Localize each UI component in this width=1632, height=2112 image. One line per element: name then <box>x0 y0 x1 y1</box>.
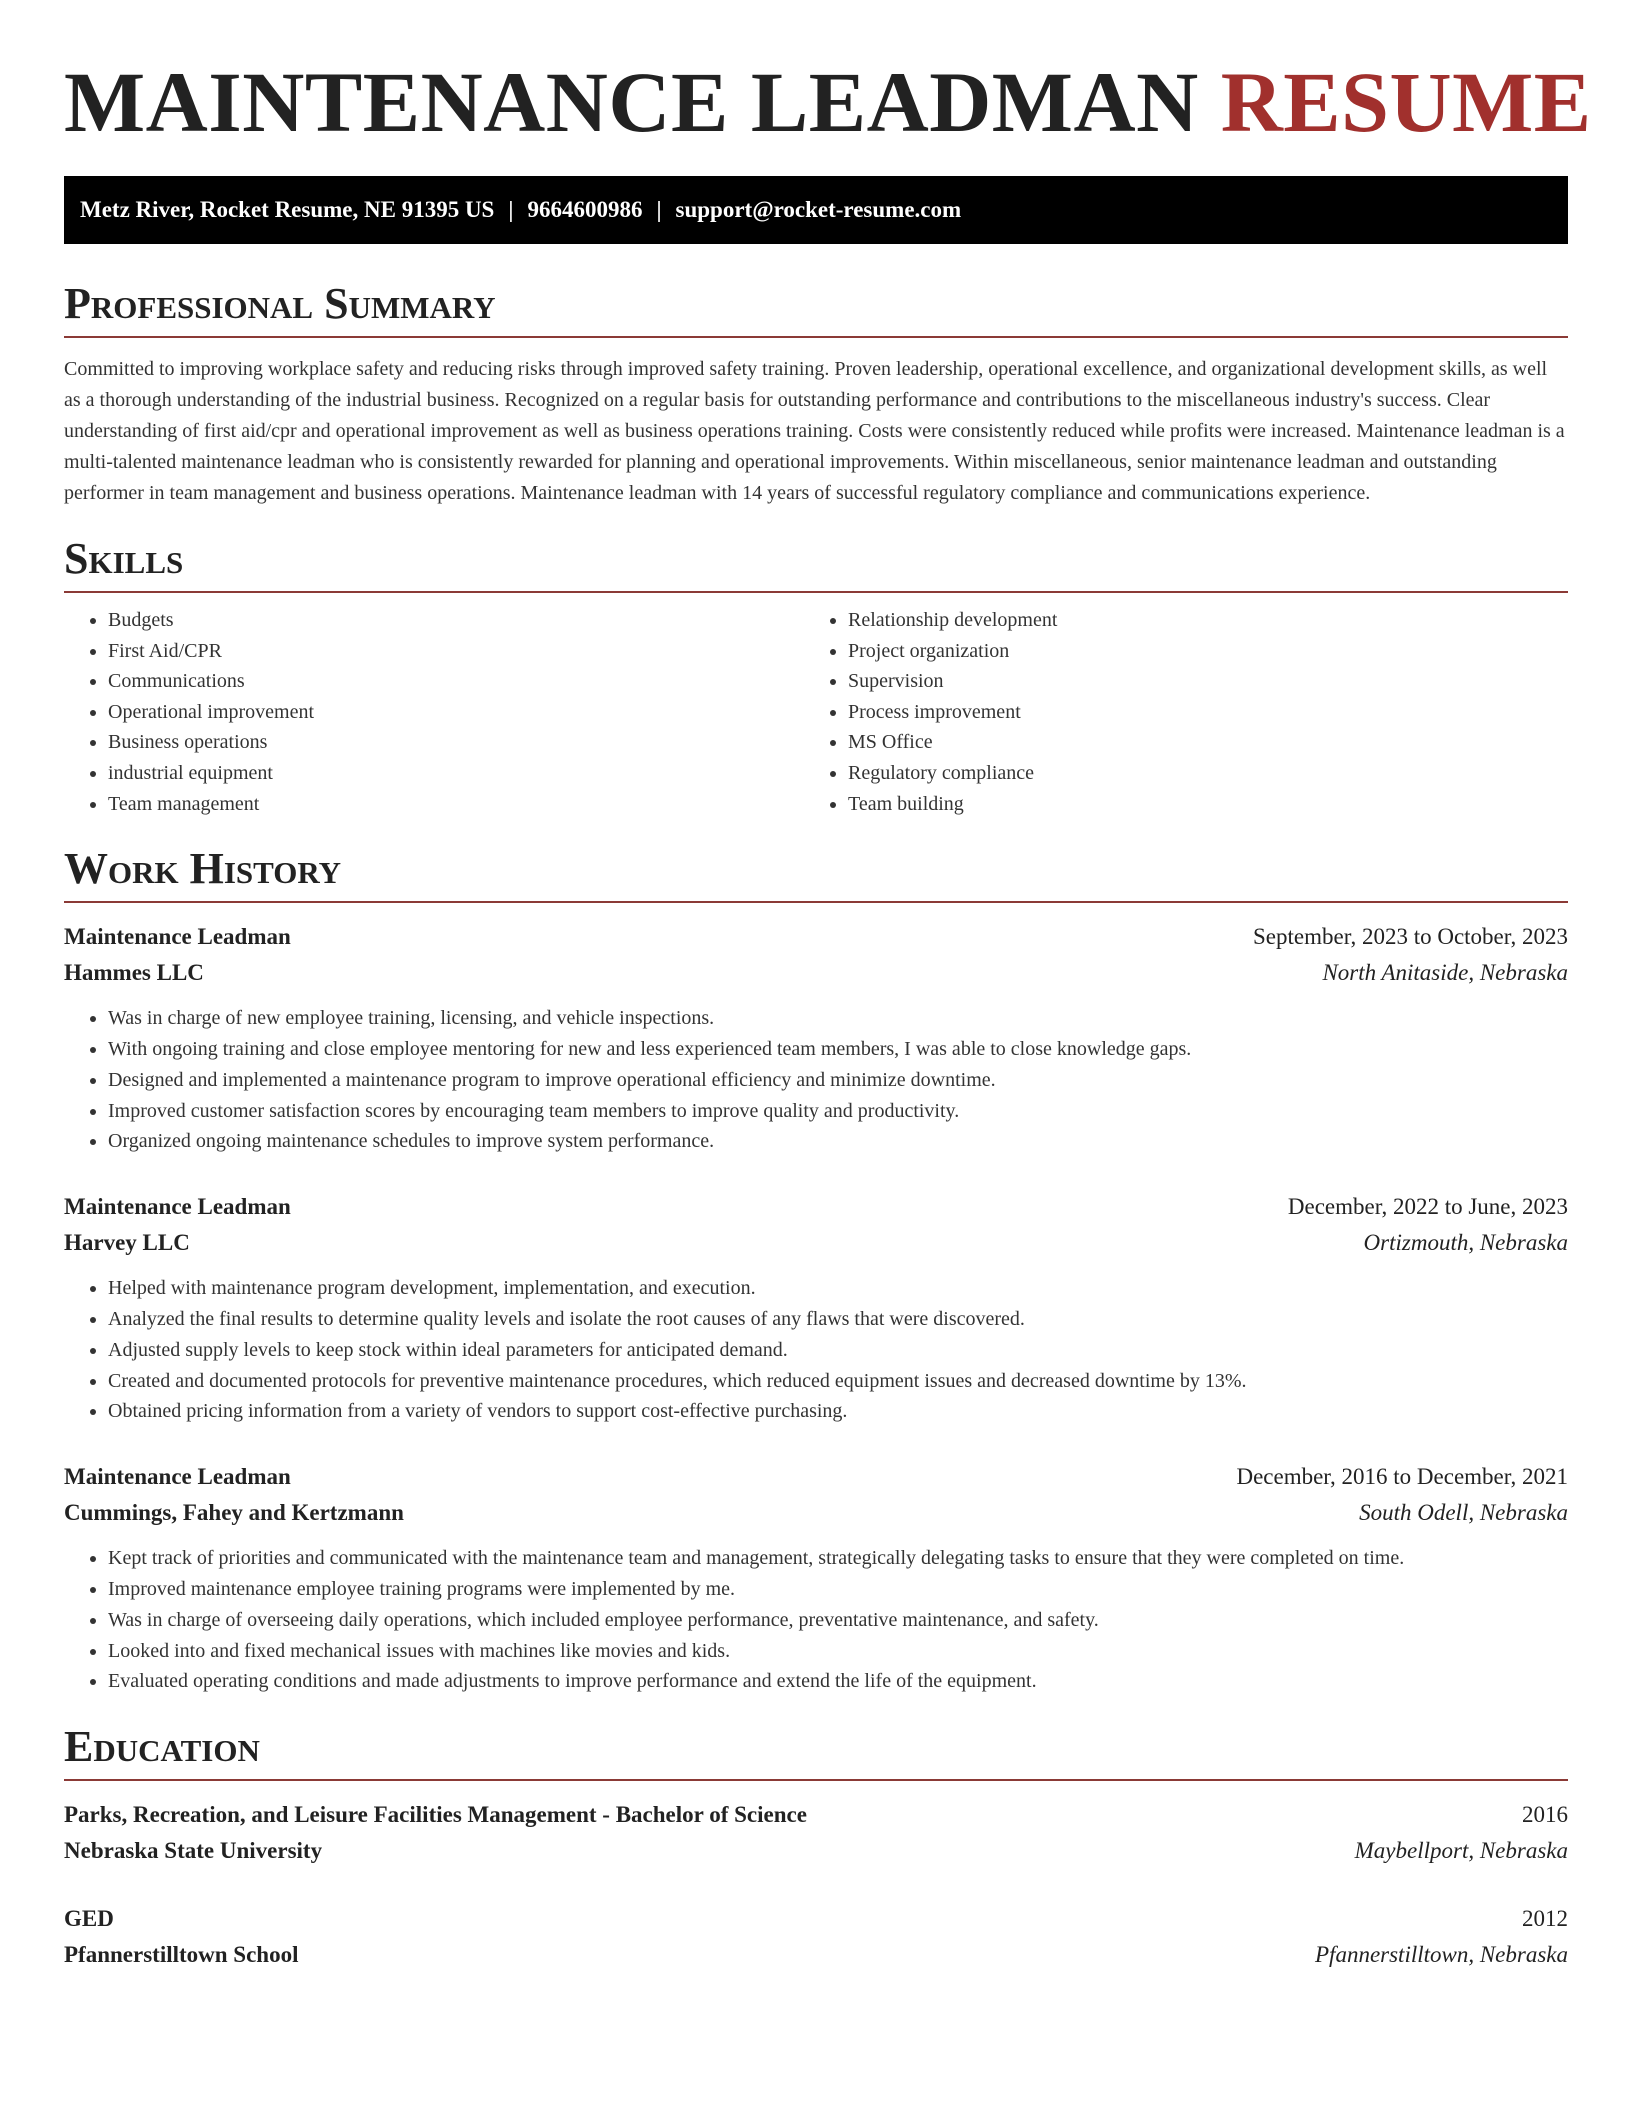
section-divider <box>64 901 1568 903</box>
job-duty: • Created and documented protocols for preventive maintenance procedures, which reduced equipment issues and decreased downtime by 13%. <box>108 1366 1568 1397</box>
job-duty: • Analyzed the final results to determine quality levels and isolate the root causes of any flaws that were discovered. <box>108 1304 1568 1335</box>
education-entry <box>64 1797 1568 1869</box>
contact-address: Metz River, Rocket Resume, NE 91395 US <box>80 197 495 222</box>
resume-title <box>64 0 1592 152</box>
job-duty: • Obtained pricing information from a variety of vendors to support cost-effective purchasing. <box>108 1396 1568 1427</box>
contact-separator: | <box>508 197 514 222</box>
skill-item: • First Aid/CPR <box>108 636 804 667</box>
skill-item: • Project organization <box>848 636 1544 667</box>
job-header-row <box>64 919 1568 955</box>
skill-item: • Team management <box>108 789 804 820</box>
education-location: Maybellport, Nebraska <box>1354 1838 1568 1864</box>
contact-email[interactable]: support@rocket-resume.com <box>675 197 962 222</box>
contact-phone[interactable]: 9664600986 <box>527 197 643 222</box>
skill-item: • Regulatory compliance <box>848 758 1544 789</box>
education-school: Pfannerstilltown School <box>64 1942 299 1968</box>
job-dates: September, 2023 to October, 2023 <box>1253 924 1568 950</box>
education-location: Pfannerstilltown, Nebraska <box>1315 1942 1568 1968</box>
job-duty: • Helped with maintenance program development, implementation, and execution. <box>108 1273 1568 1304</box>
job-duty: • With ongoing training and close employee mentoring for new and less experienced team members, I was able to close knowledge gaps. <box>108 1034 1568 1065</box>
summary-heading: Professional Summary <box>64 279 496 328</box>
job-duties <box>64 1273 1568 1427</box>
education-degree: GED <box>64 1906 114 1932</box>
job-company: Cummings, Fahey and Kertzmann <box>64 1500 404 1526</box>
resume-title-accent: RESUME <box>1220 54 1592 150</box>
section-divider <box>64 1779 1568 1781</box>
education-school-row <box>64 1833 1568 1869</box>
job-location: South Odell, Nebraska <box>1359 1500 1568 1526</box>
summary-text: Committed to improving workplace safety and reducing risks through improved safety training. Proven leadership, operational excellence, and organizational development skills, as well as a thorough understanding of the industrial business. Recognized on a regular basis for outstanding performance and contributions to the miscellaneous industry's success. Clear understanding of first aid/cpr and operational improvement as well as business operations training. Costs were consistently reduced while profits were increased. Maintenance leadman is a multi-talented maintenance leadman who is consistently rewarded for planning and operational improvements. Within miscellaneous, senior maintenance leadman and outstanding performer in team management and business operations. Maintenance leadman with 14 years of successful regulatory compliance and communications experience. <box>64 358 1565 504</box>
skill-item: • Budgets <box>108 605 804 636</box>
education-heading: Education <box>64 1722 260 1772</box>
job-company-row <box>64 1495 1568 1531</box>
education-school: Nebraska State University <box>64 1838 323 1864</box>
job-duty: • Organized ongoing maintenance schedules to improve system performance. <box>108 1126 1568 1157</box>
job-duty: • Improved customer satisfaction scores by encouraging team members to improve quality and productivity. <box>108 1096 1568 1127</box>
job-duties <box>64 1003 1568 1157</box>
job-company-row <box>64 955 1568 991</box>
contact-bar <box>64 176 1568 244</box>
job-location: North Anitaside, Nebraska <box>1322 960 1568 986</box>
job-entry <box>64 919 1568 1157</box>
job-location: Ortizmouth, Nebraska <box>1363 1230 1568 1256</box>
job-duty: • Designed and implemented a maintenance program to improve operational efficiency and minimize downtime. <box>108 1065 1568 1096</box>
contact-separator: | <box>656 197 662 222</box>
education-year: 2012 <box>1522 1906 1568 1932</box>
work-history-heading: Work History <box>64 844 342 894</box>
job-duty: • Kept track of priorities and communicated with the maintenance team and management, strategically delegating tasks to ensure that they were completed on time. <box>108 1543 1568 1574</box>
skill-item: • Team building <box>848 789 1544 820</box>
job-entry <box>64 1189 1568 1427</box>
section-divider <box>64 591 1568 593</box>
skill-item: • Relationship development <box>848 605 1544 636</box>
skills-list <box>64 605 1568 819</box>
education-degree-row <box>64 1797 1568 1833</box>
resume-page <box>64 0 1592 1973</box>
job-dates: December, 2022 to June, 2023 <box>1287 1194 1568 1220</box>
skills-column-left <box>64 605 804 819</box>
job-duty: • Adjusted supply levels to keep stock within ideal parameters for anticipated demand. <box>108 1335 1568 1366</box>
education-degree-row <box>64 1901 1568 1937</box>
job-header-row <box>64 1189 1568 1225</box>
job-duty: • Was in charge of overseeing daily operations, which included employee performance, preventative maintenance, and safety. <box>108 1605 1568 1636</box>
skill-item: • MS Office <box>848 727 1544 758</box>
job-company: Hammes LLC <box>64 960 204 986</box>
skill-item: • Operational improvement <box>108 697 804 728</box>
job-duty: • Improved maintenance employee training programs were implemented by me. <box>108 1574 1568 1605</box>
skill-item: • Communications <box>108 666 804 697</box>
education-entry <box>64 1901 1568 1973</box>
job-title: Maintenance Leadman <box>64 924 291 950</box>
skills-heading: Skills <box>64 534 184 583</box>
job-company: Harvey LLC <box>64 1230 190 1256</box>
skills-column-right <box>804 605 1544 819</box>
skill-item: • Process improvement <box>848 697 1544 728</box>
job-duty: • Evaluated operating conditions and made adjustments to improve performance and extend the life of the equipment. <box>108 1666 1568 1697</box>
job-title: Maintenance Leadman <box>64 1194 291 1220</box>
education-degree: Parks, Recreation, and Leisure Facilities Management - Bachelor of Science <box>64 1802 807 1828</box>
education-school-row <box>64 1937 1568 1973</box>
job-company-row <box>64 1225 1568 1261</box>
job-dates: December, 2016 to December, 2021 <box>1236 1464 1568 1490</box>
job-duty: • Was in charge of new employee training, licensing, and vehicle inspections. <box>108 1003 1568 1034</box>
job-title: Maintenance Leadman <box>64 1464 291 1490</box>
section-divider <box>64 336 1568 338</box>
job-entry <box>64 1459 1568 1697</box>
skill-item: • Business operations <box>108 727 804 758</box>
skill-item: • industrial equipment <box>108 758 804 789</box>
resume-title-main: MAINTENANCE LEADMAN <box>64 54 1199 150</box>
job-header-row <box>64 1459 1568 1495</box>
education-year: 2016 <box>1522 1802 1568 1828</box>
job-duty: • Looked into and fixed mechanical issues with machines like movies and kids. <box>108 1636 1568 1667</box>
job-duties <box>64 1543 1568 1697</box>
skill-item: • Supervision <box>848 666 1544 697</box>
